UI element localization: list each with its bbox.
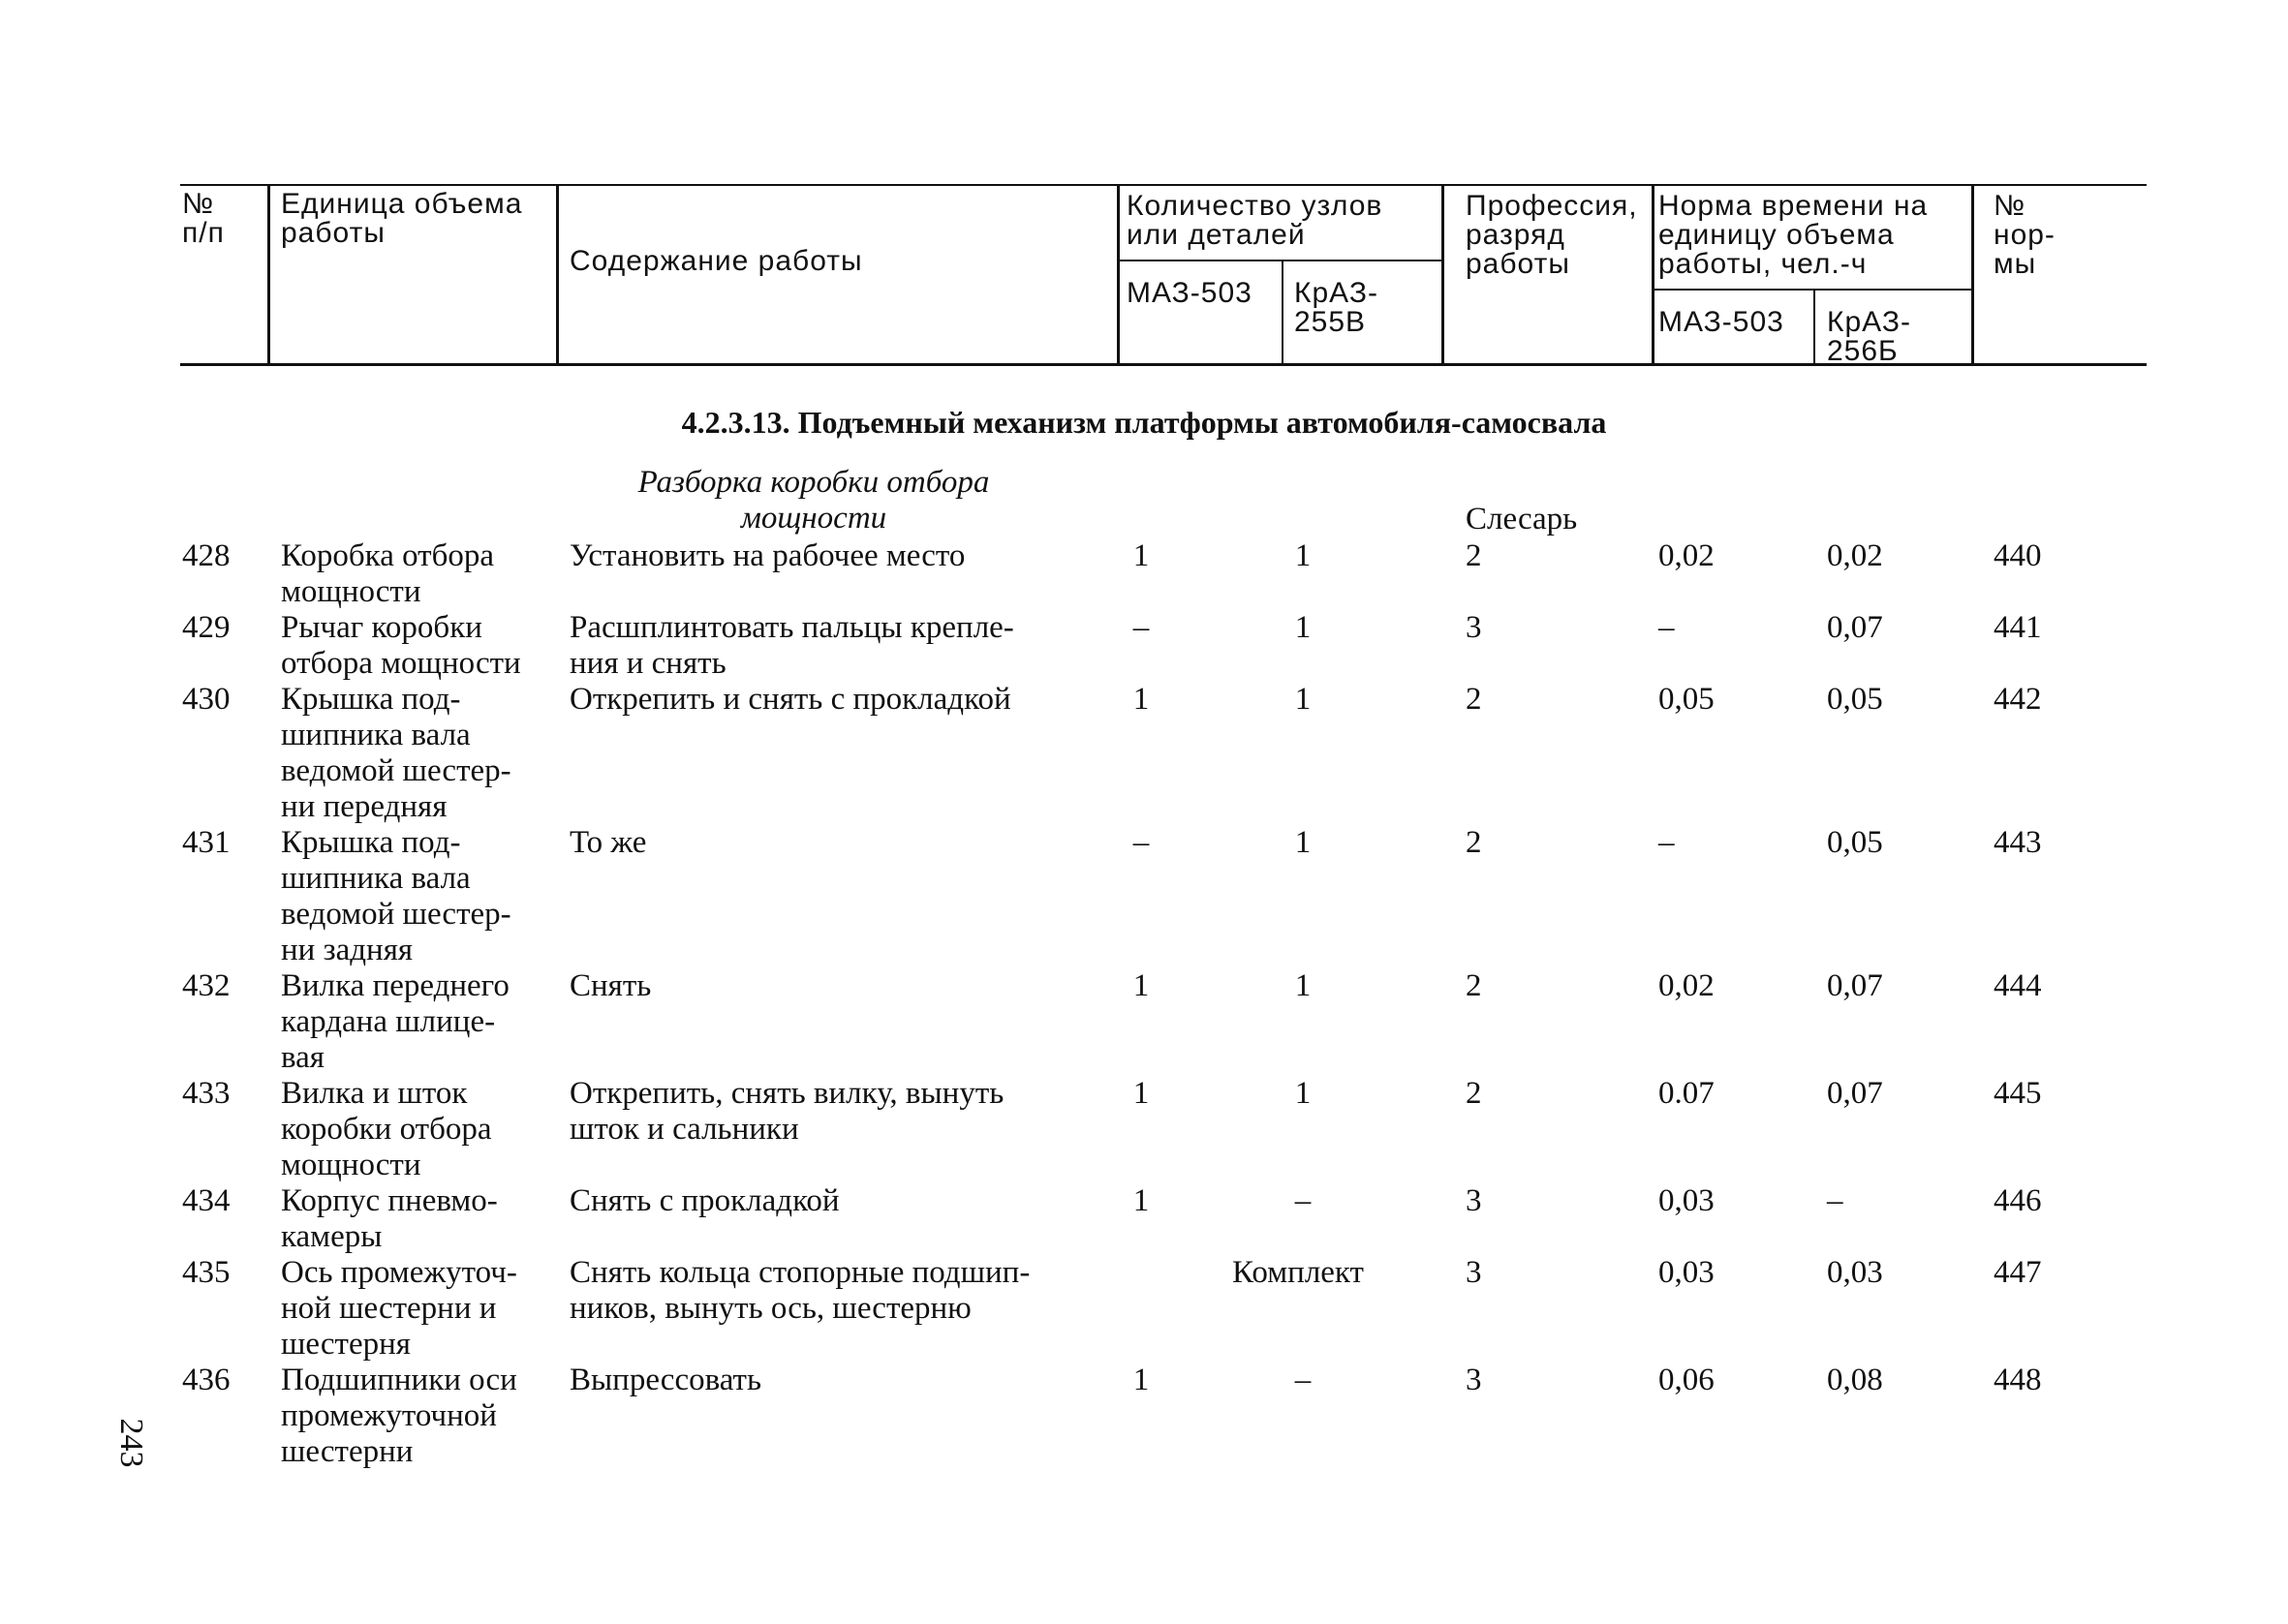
header-col-line-3 [1117,184,1120,365]
table-header [0,0,2288,378]
header-num: № п/п [182,188,225,249]
row-unit: Крышка под- шипника вала ведомой шестер- ни передняя [281,682,511,824]
row-norm-kraz: 0,05 [1827,825,1883,860]
row-count-kraz: 1 [1294,682,1312,717]
row-norm-no: 444 [1994,968,2042,1003]
header-count-group: Количество узлов или деталей [1127,190,1383,251]
row-grade: 3 [1466,1255,1482,1290]
row-content: Выпрессовать [570,1363,762,1397]
header-col-line-2 [556,184,559,365]
row-num: 430 [182,682,231,717]
row-num: 434 [182,1183,231,1218]
header-norm-divider [1652,289,1971,291]
row-content: Снять с прокладкой [570,1183,840,1218]
row-content: Установить на рабочее место [570,538,966,573]
row-count-kraz: – [1294,1363,1312,1397]
header-count-divider [1117,260,1441,261]
row-count-kraz: 1 [1294,825,1312,860]
row-content: Снять кольца стопорные подшип- ников, вынуть ось, шестерню [570,1255,1031,1326]
row-grade: 2 [1466,825,1482,860]
row-num: 428 [182,538,231,573]
row-count-kraz: 1 [1294,610,1312,645]
row-norm-maz: – [1658,825,1675,860]
header-norm-maz: МАЗ-503 [1658,306,1784,338]
row-norm-maz: 0,02 [1658,538,1715,573]
row-content: Открепить, снять вилку, вынуть шток и сальники [570,1076,1005,1147]
row-norm-kraz: 0,08 [1827,1363,1883,1397]
row-norm-kraz: 0,07 [1827,610,1883,645]
row-norm-maz: 0,03 [1658,1255,1715,1290]
row-grade: 2 [1466,968,1482,1003]
header-col-line-1 [267,184,270,365]
row-content: Расшплинтовать пальцы крепле- ния и снять [570,610,1014,681]
header-norm-no: № нор- мы [1994,190,2056,280]
row-unit: Коробка отбора мощности [281,538,495,609]
row-num: 435 [182,1255,231,1290]
header-norm-group: Норма времени на единицу объема работы, чел.-ч [1658,190,1929,280]
row-norm-maz: 0.07 [1658,1076,1715,1111]
row-norm-maz: 0,02 [1658,968,1715,1003]
row-norm-no: 448 [1994,1363,2042,1397]
row-unit: Крышка под- шипника вала ведомой шестер- ни задняя [281,825,511,967]
subsection-title: Разборка коробки отбора мощности [637,465,990,536]
row-norm-maz: – [1658,610,1675,645]
row-content: Снять [570,968,652,1003]
row-content: Открепить и снять с прокладкой [570,682,1011,717]
row-unit: Подшипники оси промежуточной шестерни [281,1363,517,1469]
row-norm-kraz: 0,05 [1827,682,1883,717]
header-profession: Профессия, разряд работы [1466,190,1638,280]
row-unit: Корпус пневмо- камеры [281,1183,498,1254]
page-number: 243 [113,1418,149,1468]
row-norm-kraz: 0,02 [1827,538,1883,573]
row-grade: 2 [1466,1076,1482,1111]
row-count-maz: 1 [1132,1076,1150,1111]
row-norm-no: 443 [1994,825,2042,860]
header-col-line-5 [1441,184,1444,365]
row-grade: 3 [1466,1183,1482,1218]
row-num: 431 [182,825,231,860]
row-norm-maz: 0,03 [1658,1183,1715,1218]
row-unit: Вилка и шток коробки отбора мощности [281,1076,492,1182]
header-col-line-8 [1971,184,1974,365]
row-count-maz: 1 [1132,968,1150,1003]
row-norm-maz: 0,06 [1658,1363,1715,1397]
row-count-maz: 1 [1132,682,1150,717]
header-col-line-6 [1652,184,1654,365]
row-grade: 2 [1466,682,1482,717]
row-count-maz: – [1132,825,1150,860]
row-unit: Рычаг коробки отбора мощности [281,610,521,681]
header-top-rule [180,184,2147,186]
row-norm-no: 446 [1994,1183,2042,1218]
row-count-komplekt: Комплект [1232,1255,1364,1290]
header-count-kraz: КрАЗ- 255В [1294,277,1378,338]
header-count-maz: МАЗ-503 [1127,277,1252,309]
header-col-line-4 [1282,260,1283,365]
row-count-kraz: 1 [1294,538,1312,573]
row-norm-no: 440 [1994,538,2042,573]
row-count-kraz: 1 [1294,1076,1312,1111]
row-count-maz: 1 [1132,1363,1150,1397]
row-count-maz: 1 [1132,1183,1150,1218]
header-norm-kraz: КрАЗ- 256Б [1827,306,1911,367]
row-num: 433 [182,1076,231,1111]
row-unit: Вилка переднего кардана шлице- вая [281,968,510,1075]
header-content: Содержание работы [570,245,863,277]
row-grade: 3 [1466,610,1482,645]
row-norm-kraz: – [1827,1183,1843,1218]
row-content: То же [570,825,647,860]
row-count-kraz: – [1294,1183,1312,1218]
row-count-kraz: 1 [1294,968,1312,1003]
row-grade: 2 [1466,538,1482,573]
row-norm-kraz: 0,03 [1827,1255,1883,1290]
section-title: 4.2.3.13. Подъемный механизм платформы автомобиля-самосвала [681,405,1607,440]
header-unit: Единица объема работы [281,188,523,249]
row-norm-kraz: 0,07 [1827,1076,1883,1111]
row-norm-no: 445 [1994,1076,2042,1111]
header-col-line-7 [1813,289,1815,365]
profession-label: Слесарь [1466,502,1578,536]
row-norm-kraz: 0,07 [1827,968,1883,1003]
row-norm-maz: 0,05 [1658,682,1715,717]
row-unit: Ось промежуточ- ной шестерни и шестерня [281,1255,517,1362]
row-grade: 3 [1466,1363,1482,1397]
row-norm-no: 447 [1994,1255,2042,1290]
row-norm-no: 441 [1994,610,2042,645]
row-count-maz: 1 [1132,538,1150,573]
row-count-maz: – [1132,610,1150,645]
row-norm-no: 442 [1994,682,2042,717]
row-num: 436 [182,1363,231,1397]
row-num: 432 [182,968,231,1003]
row-num: 429 [182,610,231,645]
